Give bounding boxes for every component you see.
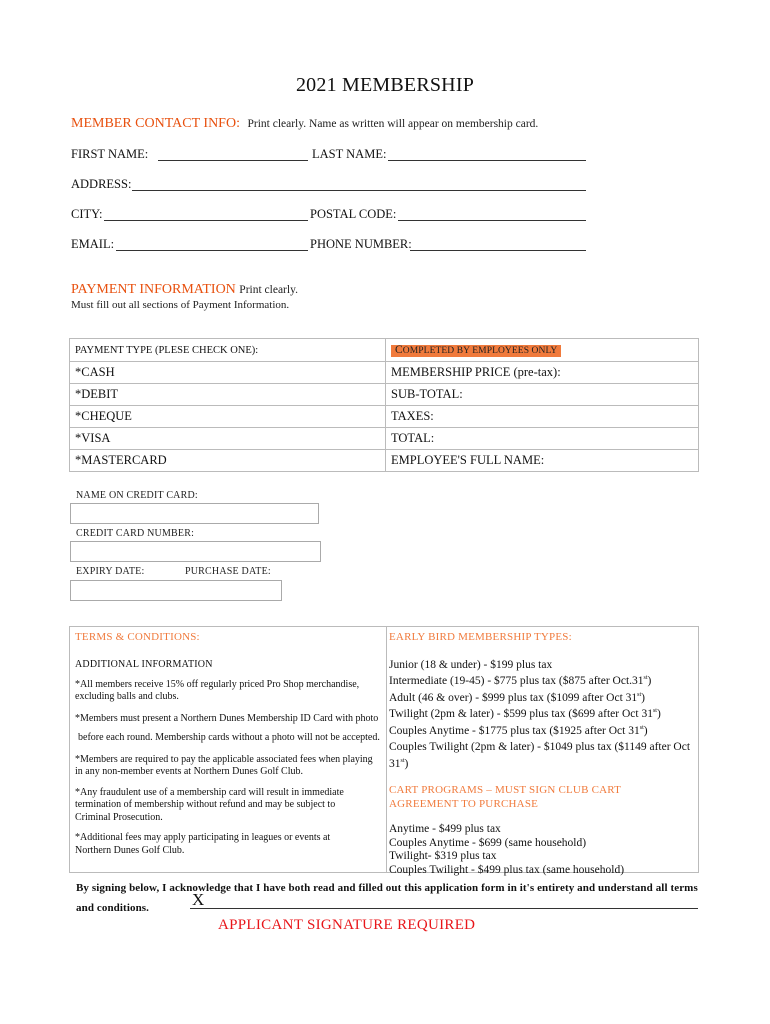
terms-column <box>70 627 387 872</box>
payment-row <box>70 450 699 472</box>
employee-only-badge: COMPLETED BY EMPLOYEES ONLY <box>391 345 561 357</box>
payment-note: Print clearly. <box>239 284 298 296</box>
employee-field-full-name[interactable]: EMPLOYEE'S FULL NAME: <box>386 450 699 472</box>
payment-option-cheque[interactable]: *CHEQUE <box>70 406 386 428</box>
cc-name-label: NAME ON CREDIT CARD: <box>76 490 198 501</box>
early-bird-heading: EARLY BIRD MEMBERSHIP TYPES: <box>389 631 572 643</box>
membership-type-line: Couples Twilight (2pm & later) - $1049 plus tax ($1149 after Oct <box>389 740 691 753</box>
postal-code-field[interactable] <box>398 206 586 221</box>
membership-type-line: Couples Anytime - $1775 plus tax ($1925 after Oct 31st) <box>389 724 648 737</box>
cart-programs-heading: CART PROGRAMS – MUST SIGN CLUB CART AGREEMENT TO PURCHASE <box>389 783 621 810</box>
email-field[interactable] <box>116 236 308 251</box>
terms-item: before each round. Membership cards without a photo will not be accepted. <box>78 732 380 743</box>
payment-row <box>70 406 699 428</box>
terms-item: *Members must present a Northern Dunes Membership ID Card with photo <box>75 712 379 724</box>
first-name-label: FIRST NAME: <box>71 147 149 161</box>
cc-number-input[interactable] <box>70 541 321 562</box>
payment-option-debit[interactable]: *DEBIT <box>70 384 386 406</box>
signature-line[interactable] <box>190 893 698 909</box>
payment-option-cash[interactable]: *CASH <box>70 362 386 384</box>
additional-info-heading: ADDITIONAL INFORMATION <box>75 659 213 670</box>
early-bird-column <box>387 627 698 876</box>
payment-row <box>70 362 699 384</box>
last-name-label: LAST NAME: <box>312 147 387 161</box>
cart-program-line: Twilight- $319 plus tax <box>389 850 497 863</box>
cart-programs-list <box>389 823 696 877</box>
expiry-purchase-input[interactable] <box>70 580 282 601</box>
contact-heading: MEMBER CONTACT INFO: <box>71 116 240 131</box>
membership-type-line: Adult (46 & over) - $999 plus tax ($1099 after Oct 31st) <box>389 691 646 704</box>
membership-type-line: Intermediate (19-45) - $775 plus tax ($875 after Oct.31st) <box>389 675 652 688</box>
purchase-date-label: PURCHASE DATE: <box>185 566 271 577</box>
payment-option-visa[interactable]: *VISA <box>70 428 386 450</box>
contact-note: Print clearly. Name as written will appear on membership card. <box>247 118 539 130</box>
acknowledgement-text: By signing below, I acknowledge that I have both read and filled out this application form in it's entirety and understand all terms and conditions. <box>76 882 698 914</box>
payment-type-header: PAYMENT TYPE (PLESE CHECK ONE): <box>70 339 386 362</box>
employee-field-total[interactable]: TOTAL: <box>386 428 699 450</box>
address-field[interactable] <box>132 176 586 191</box>
cart-program-line: Couples Twilight - $499 plus tax (same household) <box>389 863 625 876</box>
first-name-field[interactable] <box>158 146 308 161</box>
employee-field-membership-price[interactable]: MEMBERSHIP PRICE (pre-tax): <box>386 362 699 384</box>
form-title: 2021 MEMBERSHIP <box>295 74 475 96</box>
payment-row <box>70 384 699 406</box>
expiry-date-label: EXPIRY DATE: <box>76 566 145 577</box>
payment-row <box>70 428 699 450</box>
terms-heading: TERMS & CONDITIONS: <box>75 631 200 643</box>
payment-heading: PAYMENT INFORMATION <box>71 282 236 297</box>
email-label: EMAIL: <box>71 237 115 251</box>
cc-number-label: CREDIT CARD NUMBER: <box>76 528 195 539</box>
last-name-field[interactable] <box>388 146 586 161</box>
cart-program-line: Anytime - $499 plus tax <box>389 822 501 835</box>
employee-only-cell <box>386 339 699 362</box>
cc-name-input[interactable] <box>70 503 319 524</box>
terms-item: *Any fraudulent use of a membership card will result in immediate termination of membership without refund and may be subject to Criminal Prosecution. <box>75 786 344 823</box>
terms-item: *All members receive 15% off regularly priced Pro Shop merchandise, excluding balls and clubs. <box>75 678 360 702</box>
terms-item: *Additional fees may apply participating in leagues or events at Northern Dunes Golf Club. <box>75 832 331 856</box>
address-label: ADDRESS: <box>71 177 132 191</box>
signature-required-label: APPLICANT SIGNATURE REQUIRED <box>218 917 476 933</box>
payment-table <box>69 338 699 472</box>
membership-type-line: 31st) <box>389 757 409 770</box>
signature-x-mark: X <box>192 890 205 909</box>
payment-subnote: Must fill out all sections of Payment Information. <box>71 299 290 311</box>
city-field[interactable] <box>104 206 308 221</box>
payment-section-header <box>71 282 298 298</box>
payment-table-header-row <box>70 339 699 362</box>
postal-code-label: POSTAL CODE: <box>310 207 397 221</box>
terms-item: *Members are required to pay the applicable associated fees when playing in any non-member events at Northern Dunes Golf Club. <box>75 753 373 777</box>
phone-field[interactable] <box>410 236 586 251</box>
phone-label: PHONE NUMBER: <box>310 237 412 251</box>
cart-program-line: Couples Anytime - $699 (same household) <box>389 836 587 849</box>
membership-type-line: Twilight (2pm & later) - $599 plus tax ($699 after Oct 31st) <box>389 708 661 721</box>
early-bird-list <box>389 656 696 771</box>
city-label: CITY: <box>71 207 103 221</box>
contact-section-header <box>71 116 538 132</box>
payment-option-mastercard[interactable]: *MASTERCARD <box>70 450 386 472</box>
terms-box <box>69 626 699 876</box>
membership-type-line: Junior (18 & under) - $199 plus tax <box>389 658 553 671</box>
employee-field-subtotal[interactable]: SUB-TOTAL: <box>386 384 699 406</box>
employee-field-taxes[interactable]: TAXES: <box>386 406 699 428</box>
